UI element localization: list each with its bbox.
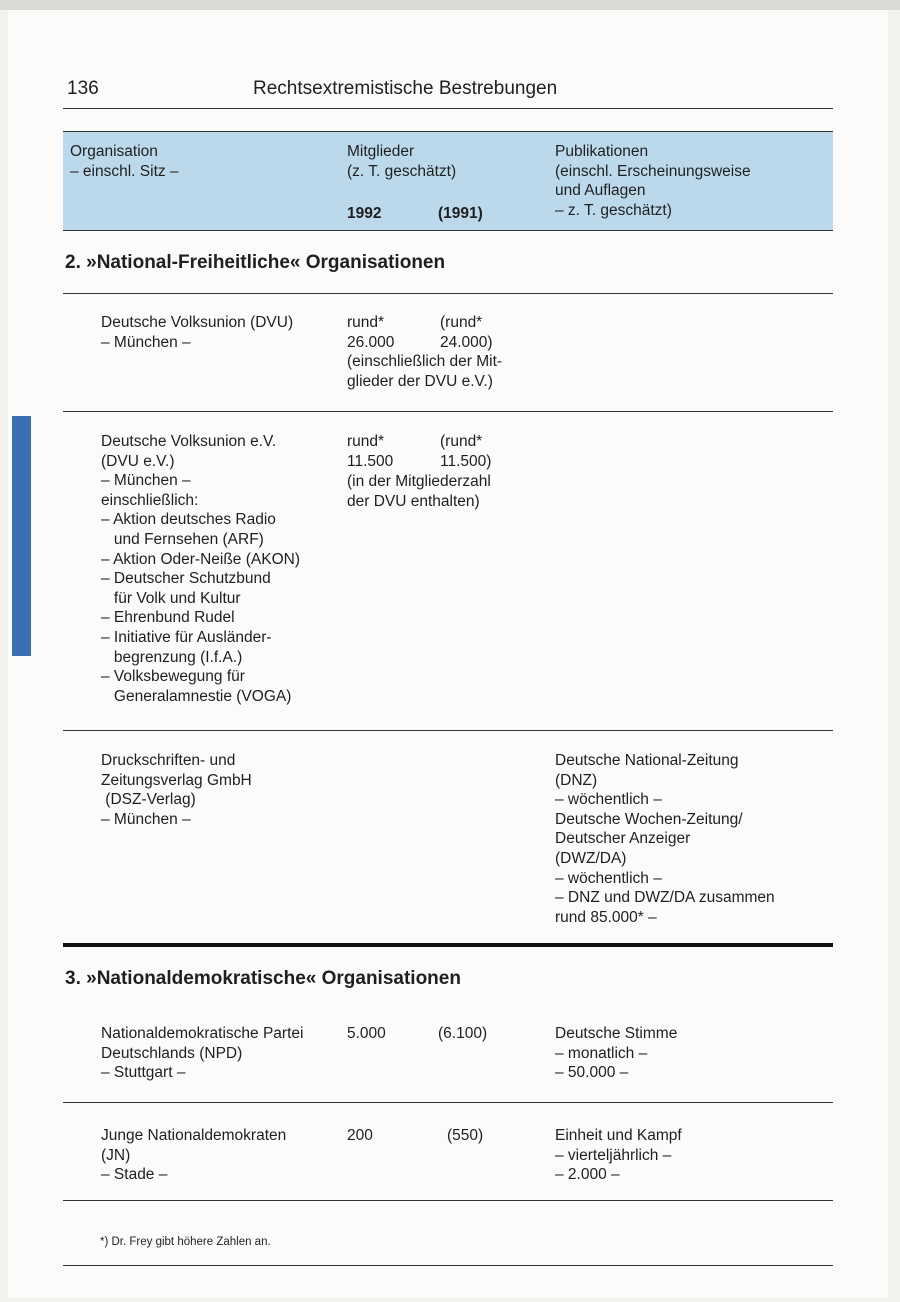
section-rule [63, 293, 833, 294]
row-rule [63, 1102, 833, 1103]
org-jn: Junge Nationaldemokraten (JN) – Stade – [101, 1127, 287, 1184]
publications-dsz-verlag: Deutsche National-Zeitung (DNZ) – wöchentlich – Deutsche Wochen-Zeitung/ Deutscher Anzeiger (DWZ/DA) – wöchentlich – – DNZ und DWZ/DA zusammen rund 85.000* – [555, 752, 775, 926]
org-dvu: Deutsche Volksunion (DVU) – München – [101, 314, 294, 351]
org-dsz-verlag: Druckschriften- und Zeitungsverlag GmbH (DSZ-Verlag) – München – [101, 752, 252, 828]
header-rule [63, 108, 833, 109]
column-header-publikationen: Publikationen (einschl. Erscheinungsweise und Auflagen – z. T. geschätzt) [555, 143, 751, 219]
column-header-organisation: Organisation – einschl. Sitz – [70, 143, 179, 180]
footnote: *) Dr. Frey gibt höhere Zahlen an. [100, 1236, 271, 1248]
row-rule [63, 1200, 833, 1201]
members-note-dvu: (einschließlich der Mit- glieder der DVU e.V.) [347, 353, 503, 390]
footer-rule [63, 1265, 833, 1266]
table-header-top-rule [63, 131, 833, 132]
row-rule [63, 730, 833, 731]
members-1991-dvu-ev: (rund* 11.500) [440, 433, 492, 470]
members-1992-jn: 200 [347, 1127, 373, 1144]
row-rule [63, 411, 833, 412]
members-1991-dvu: (rund* 24.000) [440, 314, 493, 351]
column-header-year-1992: 1992 [347, 205, 382, 222]
page-number: 136 [67, 78, 99, 99]
publications-npd: Deutsche Stimme – monatlich – – 50.000 – [555, 1025, 678, 1082]
column-header-year-1991: (1991) [438, 205, 483, 222]
table-header-bottom-rule [63, 230, 833, 231]
members-1992-dvu-ev: rund* 11.500 [347, 433, 394, 470]
org-npd: Nationaldemokratische Partei Deutschlands (NPD) – Stuttgart – [101, 1025, 304, 1082]
section-title-national-freiheitliche: 2. »National-Freiheitliche« Organisationen [65, 252, 446, 273]
members-note-dvu-ev: (in der Mitgliederzahl der DVU enthalten) [347, 473, 491, 510]
members-1992-dvu: rund* 26.000 [347, 314, 395, 351]
scan-top-edge [0, 0, 900, 10]
margin-marker [12, 416, 31, 656]
section-title-nationaldemokratische: 3. »Nationaldemokratische« Organisationen [65, 968, 461, 989]
members-1992-npd: 5.000 [347, 1025, 386, 1042]
publications-jn: Einheit und Kampf – vierteljährlich – – 2.000 – [555, 1127, 682, 1184]
org-dvu-ev: Deutsche Volksunion e.V. (DVU e.V.) – München – einschließlich: – Aktion deutsches Radio und Fernsehen (ARF) – Aktion Oder-Neiße (AKON) – Deutscher Schutzbund für Volk und Kultur – Ehrenbund Rudel – Initiative für Ausländer- begrenzung (I.f.A.) – Volksbewegung für Generalamnestie (VOGA) [101, 433, 300, 705]
members-1991-npd: (6.100) [438, 1025, 488, 1042]
section-divider-thick [63, 943, 833, 947]
running-title: Rechtsextremistische Bestrebungen [253, 78, 558, 99]
members-1991-jn: (550) [447, 1127, 484, 1144]
column-header-mitglieder: Mitglieder (z. T. geschätzt) [347, 143, 457, 180]
